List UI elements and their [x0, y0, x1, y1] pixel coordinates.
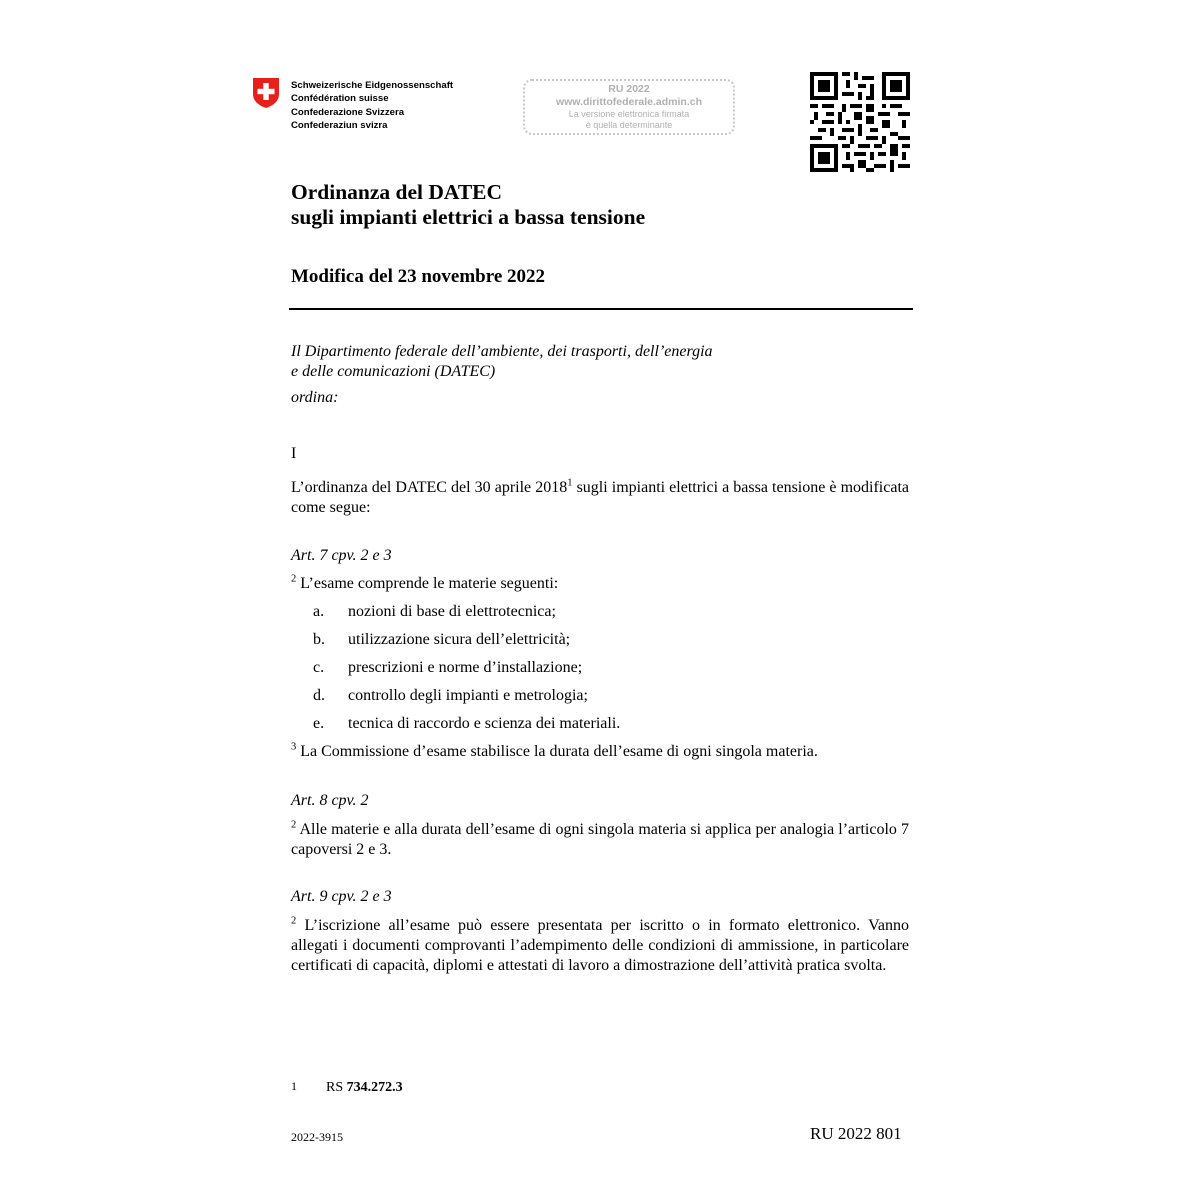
confed-line-fr: Confédération suisse: [291, 93, 389, 105]
list-item: nozioni di base di elettrotecnica;: [348, 603, 556, 620]
list-letter: c.: [313, 659, 325, 676]
publication-stamp: [523, 79, 735, 135]
list-letter: a.: [313, 603, 325, 620]
document-title: [291, 180, 645, 230]
page-reference: RU 2022 801: [810, 1124, 902, 1143]
document-number: 2022-3915: [291, 1130, 343, 1144]
title-divider: [289, 308, 913, 310]
list-item: controllo degli impianti e metrologia;: [348, 687, 588, 704]
intro-text-1: L’ordinanza del DATEC del 30 aprile 2018: [291, 479, 568, 496]
preamble: [291, 342, 713, 382]
qr-code-icon: [810, 72, 910, 172]
list-letter: d.: [313, 687, 325, 704]
intro-paragraph: [291, 478, 909, 518]
art8-par2-text: Alle materie e alla durata dell’esame di ogni singola materia si applica per analogia l’articolo 7 capoversi 2 e 3.: [291, 821, 909, 858]
stamp-note-2: è quella determinante: [585, 120, 673, 130]
art7-par3: [291, 742, 818, 762]
art7-par3-text: La Commissione d’esame stabilisce la durata dell’esame di ogni singola materia.: [296, 743, 818, 760]
art8-par2-num: 2: [291, 819, 297, 831]
stamp-ru: RU 2022: [608, 83, 650, 95]
stamp-note-1: La versione elettronica firmata: [568, 109, 690, 119]
list-item: prescrizioni e norme d’installazione;: [348, 659, 583, 676]
preamble-line-1: Il Dipartimento federale dell’ambiente, dei trasporti, dell’energia: [291, 343, 713, 360]
intro-text-2: sugli impianti elettrici a bassa tensione è modificata come segue:: [291, 479, 910, 516]
list-item: tecnica di raccordo e scienza dei materiali.: [348, 715, 621, 732]
confederation-names: [291, 79, 453, 133]
art9-par2: [291, 916, 909, 976]
footnote-reference: 734.272.3: [346, 1080, 403, 1095]
art8-heading: Art. 8 cpv. 2: [291, 792, 369, 809]
swiss-flag-icon: [252, 77, 280, 109]
amendment-date: Modifica del 23 novembre 2022: [291, 266, 546, 287]
confed-line-rm: Confederaziun svizra: [291, 120, 388, 132]
confed-line-de: Schweizerische Eidgenossenschaft: [291, 80, 454, 91]
art7-par2-text: L’esame comprende le materie seguenti:: [296, 575, 559, 592]
art9-heading: Art. 9 cpv. 2 e 3: [291, 888, 392, 905]
art9-par2-text: L’iscrizione all’esame può essere presentata per iscritto o in formato elettronico. Vanno allegati i documenti comprovanti l’adempimento delle condizioni di ammissione, in particolare certificati di capacità, diplomi e attestati di lavoro a dimostrazione dell’attività pratica svolta.: [291, 917, 909, 974]
section-numeral: I: [291, 445, 297, 462]
preamble-line-2: e delle comunicazioni (DATEC): [291, 363, 496, 380]
stamp-url: www.dirittofederale.admin.ch: [555, 96, 703, 108]
footnote-ref: 1: [567, 477, 573, 489]
art7-par2: [291, 574, 558, 594]
list-item: utilizzazione sicura dell’elettricità;: [348, 631, 571, 648]
ordina: ordina:: [291, 389, 339, 406]
footnote-text: [326, 1080, 403, 1096]
art9-par2-num: 2: [291, 915, 297, 927]
footnote-number: 1: [291, 1079, 297, 1093]
list-letter: e.: [313, 715, 325, 732]
list-letter: b.: [313, 631, 325, 648]
footnote-prefix: RS: [326, 1080, 347, 1095]
art7-par3-num: 3: [291, 741, 297, 753]
art8-par2: [291, 820, 909, 860]
confed-line-it: Confederazione Svizzera: [291, 106, 405, 118]
art7-heading: Art. 7 cpv. 2 e 3: [291, 547, 392, 564]
art7-par2-num: 2: [291, 573, 297, 585]
title-line-2: sugli impianti elettrici a bassa tensione: [291, 205, 646, 229]
title-line-1: Ordinanza del DATEC: [291, 180, 503, 204]
